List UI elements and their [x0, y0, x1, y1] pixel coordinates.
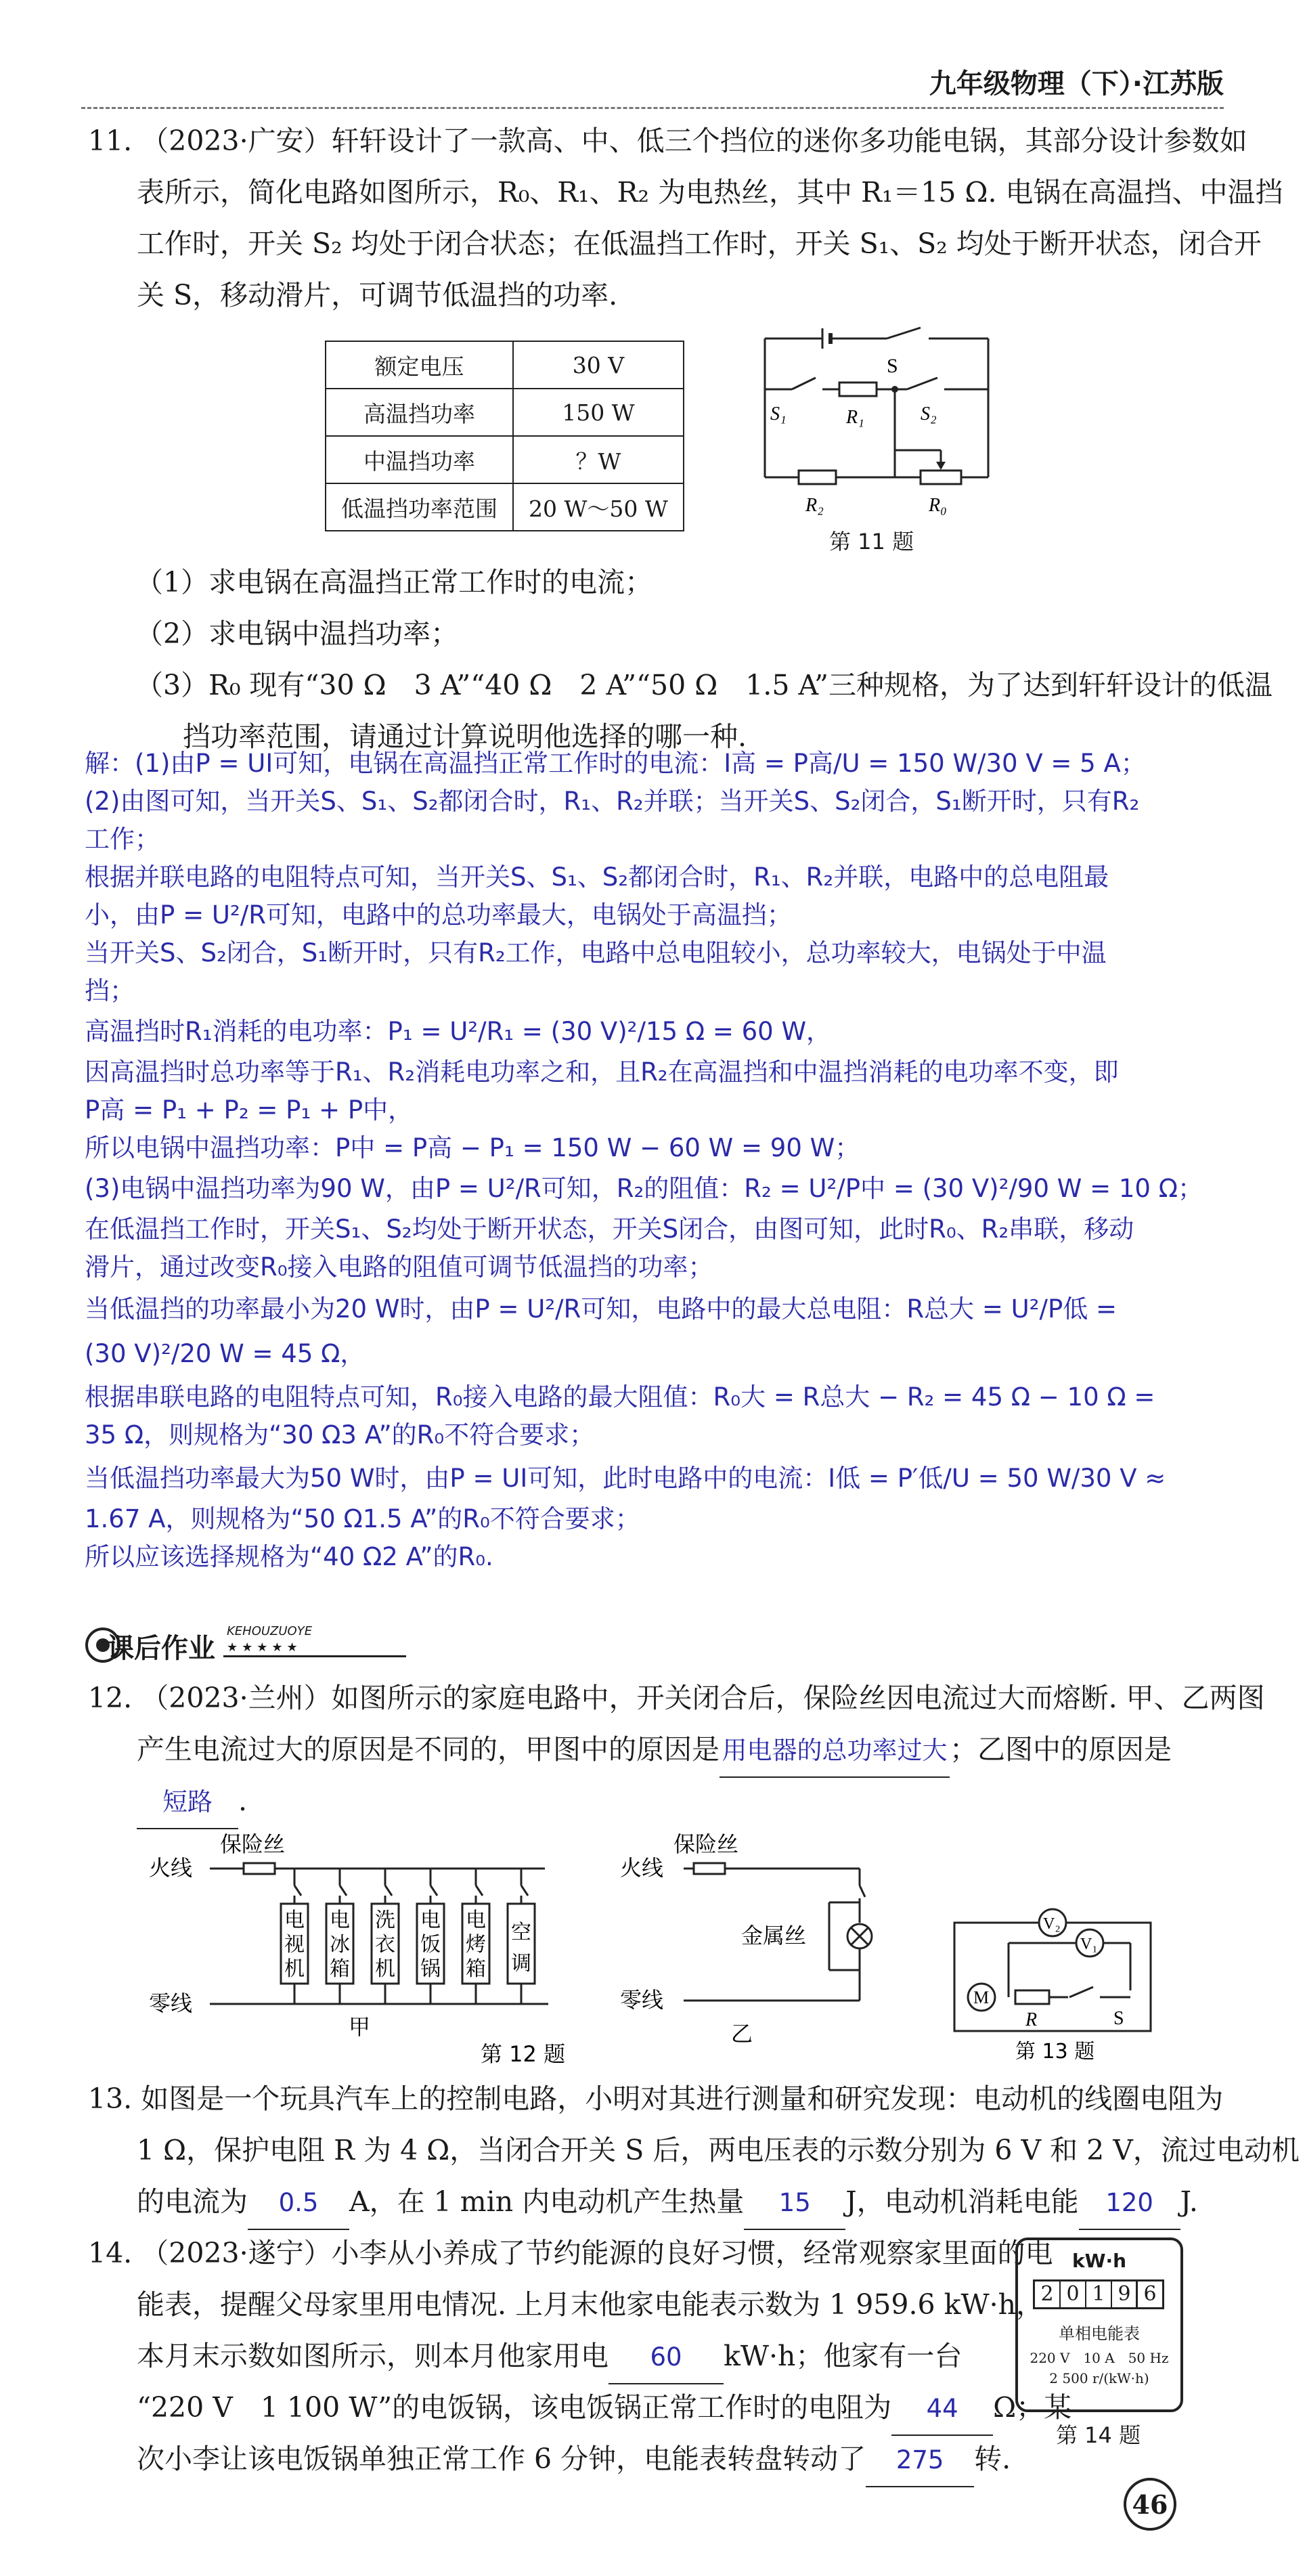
homework-banner	[81, 1621, 406, 1669]
q12-fuse-label-jia: 保险丝	[220, 1831, 286, 1857]
answer-line-14: 滑片，通过改变R₀接入电路的阻值可调节低温挡的功率；	[85, 1252, 713, 1282]
table-cell: 30 V	[513, 341, 684, 389]
homework-stars: ★★★★★	[227, 1640, 302, 1655]
meter-digit: 2	[1035, 2282, 1061, 2307]
q14-line-3-b: kW·h；他家有一台	[724, 2340, 963, 2372]
q11-line-1: 11. （2023·广安）轩轩设计了一款高、中、低三个挡位的迷你多功能电锅，其部分设计参数如	[88, 125, 1247, 157]
q14-line-2: 能表，提醒父母家里用电情况. 上月末他家电能表示数为 1 959.6 kW·h，	[137, 2288, 1044, 2321]
q11-line-4: 关 S，移动滑片，可调节低温挡的功率.	[137, 279, 618, 311]
answer-line-9: 因高温挡时总功率等于R₁、R₂消耗电功率之和，且R₂在高温挡和中温挡消耗的电功率不变，即	[85, 1057, 1119, 1087]
q14-energy-meter	[1015, 2237, 1183, 2412]
q13-line-3-b: A，在 1 min 内电动机产生热量	[349, 2185, 745, 2218]
answer-line-3: 工作；	[85, 825, 160, 854]
appliance-fridge: 电冰箱	[330, 1908, 350, 1981]
answer-line-6: 当开关S、S₂闭合，S₁断开时，只有R₂工作，电路中总电阻较小，总功率较大，电锅处于中温	[85, 938, 1107, 967]
meter-name: 单相电能表	[1059, 2324, 1140, 2343]
q11-param-table	[325, 341, 684, 531]
q12-line-1: 12. （2023·兰州）如图所示的家庭电路中，开关闭合后，保险丝因电流过大而熔断. 甲、乙两图	[88, 1682, 1265, 1714]
q12-fire-label-yi: 火线	[620, 1855, 664, 1881]
answer-line-16: (30 V)²/20 W = 45 Ω，	[85, 1339, 366, 1368]
q14-line-1: 14. （2023·遂宁）小李从小养成了节约能源的良好习惯，经常观察家里面的电	[88, 2237, 1053, 2269]
answer-line-17: 根据串联电路的电阻特点可知，R₀接入电路的最大阻值：R₀大 = R总大 − R₂ = 45 Ω − 10 Ω =	[85, 1382, 1155, 1412]
meter-digit: 0	[1061, 2282, 1086, 2307]
q12-jia-label: 甲	[349, 2014, 371, 2040]
label-s2: S₂	[921, 403, 937, 424]
answer-line-15: 当低温挡的功率最小为20 W时，由P = U²/R可知，电路中的最大总电阻：R总大 = U²/P低 =	[85, 1294, 1118, 1324]
q12-fuse-label-yi: 保险丝	[673, 1831, 739, 1857]
answer-line-11: 所以电锅中温挡功率：P中 = P高 − P₁ = 150 W − 60 W = 90 W；	[85, 1133, 860, 1162]
label-r2: R₂	[805, 495, 824, 516]
q14-line-3	[137, 2330, 962, 2384]
meter-digit: 9	[1112, 2282, 1138, 2307]
appliance-oven: 电烤箱	[466, 1908, 486, 1981]
answer-line-13: 在低温挡工作时，开关S₁、S₂均处于断开状态，开关S闭合，由图可知，此时R₀、R₂串联，移动	[85, 1215, 1134, 1244]
q13-caption: 第 13 题	[1015, 2040, 1095, 2064]
q11-subq-3-cont: 挡功率范围，请通过计算说明他选择的哪一种.	[183, 720, 747, 753]
label-r1: R₁	[846, 407, 864, 428]
q13-v1-label: V₁	[1080, 1936, 1098, 1953]
table-cell: 额定电压	[326, 341, 513, 389]
answer-line-2: (2)由图可知，当开关S、S₁、S₂都闭合时，R₁、R₂并联；当开关S、S₂闭合，S₁断开时，只有R₂	[85, 787, 1140, 816]
table-cell: 高温挡功率	[326, 389, 513, 436]
answer-line-4: 根据并联电路的电阻特点可知，当开关S、S₁、S₂都闭合时，R₁、R₂并联，电路中的总电阻最	[85, 863, 1109, 892]
answer-line-21: 所以应该选择规格为“40 Ω2 A”的R₀.	[85, 1542, 493, 1571]
q14-blank-3: 275	[866, 2435, 974, 2487]
q12-metal-label: 金属丝	[741, 1923, 807, 1948]
header-divider	[81, 107, 1224, 109]
q12-blank-2: 短路	[137, 1776, 238, 1829]
q13-r-label: R	[1025, 2009, 1038, 2030]
page-number-badge	[1124, 2478, 1176, 2531]
q13-circuit-diagram	[948, 1889, 1171, 2065]
q12-fire-label-jia: 火线	[149, 1855, 193, 1881]
answer-line-12: (3)电锅中温挡功率为90 W，由P = U²/R可知，R₂的阻值：R₂ = U²/P中 = (30 V)²/90 W = 10 Ω；	[85, 1174, 1203, 1203]
q13-blank-1: 0.5	[248, 2177, 349, 2230]
table-row	[326, 436, 684, 483]
homework-title: 课后作业	[107, 1633, 215, 1664]
q13-line-3-d: J.	[1180, 2185, 1198, 2218]
q14-line-5-a: 次小李让该电饭锅单独正常工作 6 分钟，电能表转盘转动了	[137, 2443, 866, 2475]
homework-subtitle: KEHOUZUOYE	[227, 1624, 313, 1638]
q14-caption: 第 14 题	[1056, 2422, 1141, 2448]
q12-line-2-text-b: ；乙图中的原因是	[950, 1733, 1172, 1766]
q11-line-3: 工作时，开关 S₂ 均处于闭合状态；在低温挡工作时，开关 S₁、S₂ 均处于断开状态，闭合开	[137, 227, 1262, 260]
answer-line-5: 小，由P = U²/R可知，电路中的总功率最大，电锅处于高温挡；	[85, 900, 792, 930]
q11-circuit-diagram	[751, 318, 1009, 521]
q11-subq-3: （3）R₀ 现有“30 Ω 3 A”“40 Ω 2 A”“50 Ω 1.5 A”三种规格，为了达到轩轩设计的低温	[135, 669, 1273, 701]
q12-zero-label-jia: 零线	[149, 1990, 193, 2016]
q13-blank-2: 15	[744, 2177, 845, 2230]
table-cell: 150 W	[513, 389, 684, 436]
meter-digit-decimal: 6	[1138, 2282, 1162, 2307]
q11-line-2: 表所示，简化电路如图所示，R₀、R₁、R₂ 为电热丝，其中 R₁＝15 Ω. 电锅在高温挡、中温挡	[137, 176, 1283, 209]
q14-line-4-a: “220 V 1 100 W”的电饭锅，该电饭锅正常工作时的电阻为	[137, 2391, 892, 2424]
meter-spec-1: 220 V 10 A 50 Hz	[1030, 2350, 1169, 2366]
q12-caption: 第 12 题	[481, 2041, 566, 2067]
appliance-ac: 空调	[511, 1921, 531, 1975]
q12-circuit-diagrams	[135, 1828, 1015, 2072]
answer-line-19: 当低温挡功率最大为50 W时，由P = UI可知，此时电路中的电流：I低 = P′低/U = 50 W/30 V ≈	[85, 1464, 1166, 1493]
meter-spec-2: 2 500 r/(kW·h)	[1049, 2370, 1149, 2386]
q14-blank-2: 44	[891, 2383, 993, 2436]
appliance-ricecooker: 电饭锅	[420, 1908, 441, 1981]
page-number: 46	[1132, 2489, 1168, 2520]
q12-zero-label-yi: 零线	[620, 1987, 664, 2013]
table-row	[326, 483, 684, 531]
q12-line-3	[137, 1775, 247, 1829]
meter-digit: 1	[1086, 2282, 1112, 2307]
q13-s-label: S	[1113, 2008, 1124, 2029]
meter-display	[1033, 2279, 1164, 2309]
q13-line-3-a: 的电流为	[137, 2185, 248, 2218]
label-r0: R₀	[929, 495, 947, 516]
table-cell: 低温挡功率范围	[326, 483, 513, 531]
q14-line-5-b: 转.	[974, 2443, 1011, 2475]
appliance-tv: 电视机	[284, 1908, 305, 1981]
table-row	[326, 341, 684, 389]
answer-line-7: 挡；	[85, 976, 135, 1005]
q14-line-5	[137, 2433, 1011, 2487]
q12-line-3-end: .	[238, 1785, 248, 1817]
label-s: S	[887, 355, 898, 377]
q13-line-3-c: J，电动机消耗电能	[845, 2185, 1079, 2218]
meter-unit: kW·h	[1071, 2250, 1127, 2272]
answer-line-1: 解：(1)由P = UI可知，电锅在高温挡正常工作时的电流：I高 = P高/U = 150 W/30 V = 5 A；	[85, 749, 1146, 778]
table-cell: 20 W～50 W	[513, 483, 684, 531]
q12-blank-1: 用电器的总功率过大	[720, 1725, 950, 1778]
q11-subq-2: （2）求电锅中温挡功率；	[135, 617, 459, 650]
q14-blank-1: 60	[609, 2332, 724, 2384]
q13-blank-3: 120	[1079, 2177, 1180, 2230]
table-cell: ？W	[513, 436, 684, 483]
answer-line-10: P高 = P₁ + P₂ = P₁ + P中，	[85, 1095, 414, 1125]
q14-line-4	[137, 2382, 1071, 2436]
q12-yi-label: 乙	[731, 2021, 753, 2047]
homework-underline	[223, 1655, 406, 1657]
q13-line-3	[137, 2176, 1198, 2230]
q13-line-2: 1 Ω，保护电阻 R 为 4 Ω，当闭合开关 S 后，两电压表的示数分别为 6 V 和 2 V，流过电动机	[137, 2134, 1300, 2166]
table-row	[326, 389, 684, 436]
answer-line-18: 35 Ω，则规格为“30 Ω3 A”的R₀不符合要求；	[85, 1420, 595, 1449]
q14-line-3-a: 本月末示数如图所示，则本月他家用电	[137, 2340, 609, 2372]
q12-line-2-text: 产生电流过大的原因是不同的，甲图中的原因是	[137, 1733, 720, 1766]
answer-line-20: 1.67 A，则规格为“50 Ω1.5 A”的R₀不符合要求；	[85, 1504, 640, 1533]
q11-subq-1: （1）求电锅在高温挡正常工作时的电流；	[135, 566, 653, 598]
q12-line-2	[137, 1724, 1172, 1778]
table-cell: 中温挡功率	[326, 436, 513, 483]
q11-caption: 第 11 题	[829, 529, 914, 554]
appliance-washer: 洗衣机	[375, 1908, 395, 1981]
q13-line-1: 13. 如图是一个玩具汽车上的控制电路，小明对其进行测量和研究发现：电动机的线圈电阻为	[88, 2082, 1224, 2115]
q13-v2-label: V₂	[1043, 1915, 1061, 1933]
q13-motor-label: M	[973, 1988, 990, 2007]
page-header: 九年级物理（下）·江苏版	[929, 68, 1224, 100]
answer-line-8: 高温挡时R₁消耗的电功率：P₁ = U²/R₁ = (30 V)²/15 Ω = 60 W，	[85, 1017, 832, 1046]
q14-line-4-b: Ω；某	[993, 2391, 1072, 2424]
label-s1: S₁	[770, 403, 787, 424]
